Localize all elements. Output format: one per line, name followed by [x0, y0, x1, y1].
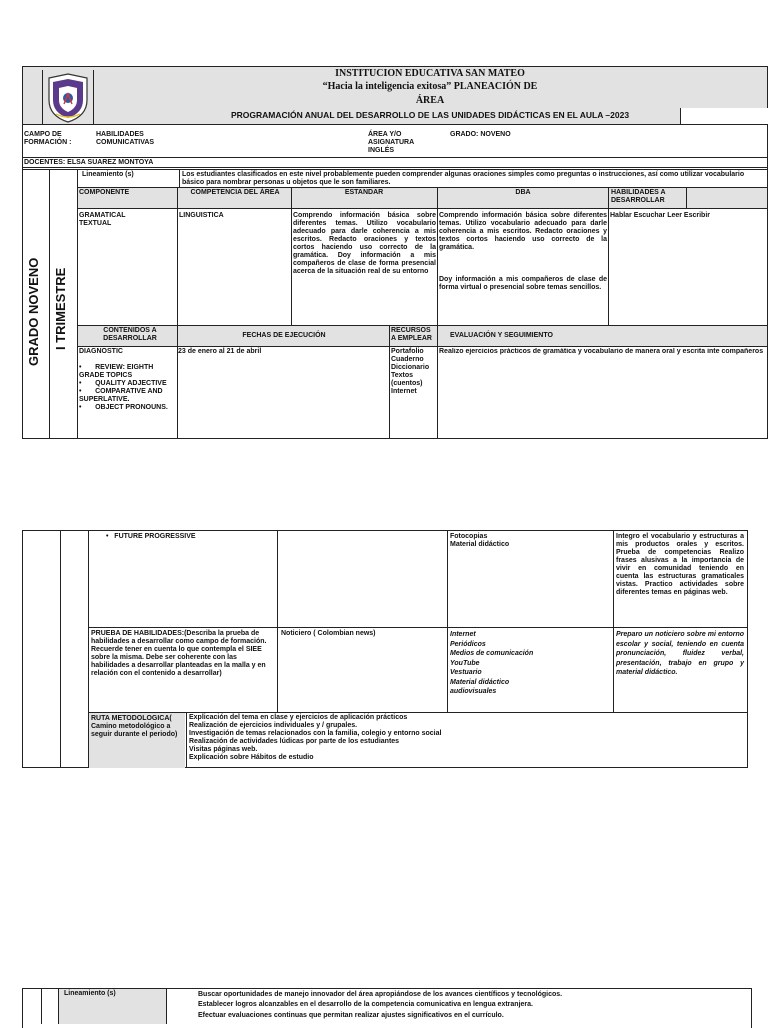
ruta-item: Realización de ejercicios individuales y / grupales. — [189, 722, 358, 729]
estandar-value: Comprendo información básica sobre diferentes temas. Utilizo vocabulario adecuado para darle coherencia a mis escritos. Redacto oraciones y textos cortos haciendo uso correcto de la gramática. Doy información a mis compañeros de clase de forma presencial acerca de la situación real de su entorno — [293, 212, 436, 275]
evaluacion-1-value: Integro el vocabulario y estructuras a mis productos orales y escritos. Prueba de competencias Realizo frases alusivas a la importancia de vivir en comunidad teniendo en cuenta las estructuras gramaticales vistas. Practico actividades sobre diferentes temas en páginas web. — [616, 533, 744, 596]
ruta-item: Explicación del tema en clase y ejercicios de aplicación prácticos — [189, 714, 408, 721]
competencia-value: LINGUISTICA — [179, 212, 224, 219]
school-logo — [42, 70, 94, 124]
campo-value: HABILIDADES COMUNICATIVAS — [96, 131, 155, 146]
area-word: ÁREA — [415, 95, 445, 106]
ruta-item: Investigación de temas relacionados con la familia, colegio y entorno social — [189, 730, 442, 737]
dba-value-1: Comprendo información básica sobre diferentes temas. Utilizo vocabulario adecuado para darle coherencia a mis escritos. Redacto oraciones y textos cortos haciendo uso correcto de la gramática. — [439, 212, 607, 251]
recurso-item: Material didáctico — [450, 541, 510, 548]
recurso-item: Textos (cuentos) — [391, 372, 423, 387]
school-motto: “Hacia la inteligencia exitosa” PLANEACIÓN DE — [322, 81, 538, 92]
contenidos-item: • QUALITY ADJECTIVE — [79, 380, 167, 387]
grade-vertical-label: GRADO NOVENO — [26, 257, 41, 366]
header-recursos: RECURSOS A EMPLEAR — [391, 327, 432, 342]
term-vertical-label: I TRIMESTRE — [53, 267, 68, 350]
prueba-habilidades-text: PRUEBA DE HABILIDADES:(Describa la prueba de habilidades a desarrollar como campo de formación. Recuerde tener en cuenta lo que contempla el SIEE sobre la misma. Debe ser coherente con las habilidades a desarrollar planteadas en la malla y en relación con el contenido a desarrollar) — [91, 630, 267, 677]
recurso-item: Material didáctico — [450, 678, 510, 686]
header-competencia: COMPETENCIA DEL ÁREA — [190, 189, 280, 196]
page3-lines — [198, 990, 748, 1021]
contenidos-item: • OBJECT PRONOUNS. — [79, 404, 168, 411]
future-progressive-item: • FUTURE PROGRESSIVE — [106, 533, 196, 540]
contenidos-item: • REVIEW: EIGHTH GRADE TOPICS — [79, 364, 154, 379]
header-dba: DBA — [515, 189, 531, 196]
ruta-item: Visitas páginas web. — [189, 746, 258, 753]
recurso-item: Fotocopias — [450, 533, 488, 540]
evaluacion-value: Realizo ejercicios prácticos de gramática y vocabulario de manera oral y escrita inte compañeros — [439, 348, 764, 355]
header-contenidos: CONTENIDOS A DESARROLLAR — [103, 327, 157, 342]
header-estandar: ESTANDAR — [344, 189, 384, 196]
componente-value: GRAMATICAL TEXTUAL — [79, 212, 126, 227]
recurso-item: Periódicos — [450, 640, 486, 648]
recurso-item: Portafolio — [391, 348, 424, 355]
recurso-item: Internet — [391, 388, 417, 395]
contenidos-item: • COMPARATIVE AND SUPERLATIVE. — [79, 388, 163, 403]
fechas-value: 23 de enero al 21 de abril — [178, 348, 262, 355]
lineamiento-label: Lineamiento (s) — [82, 171, 134, 178]
grado-label: GRADO: NOVENO — [450, 131, 511, 138]
recursos-2-cell — [450, 630, 550, 697]
page3-line: Buscar oportunidades de manejo innovador del área apropiándose de los avances científicos y tecnológicos. — [198, 991, 563, 998]
lineamiento-text: Los estudiantes clasificados en este nivel probablemente pueden comprender algunas oraciones simples como preguntas o instrucciones, así como utilizar vocabulario básico para nombrar personas u objetos que le son familiares. — [182, 171, 745, 186]
dba-value-2: Doy información a mis compañeros de clase de forma virtual o presencial sobre temas sencillos. — [439, 276, 607, 291]
recursos-1-cell — [450, 533, 610, 549]
header-componente: COMPONENTE — [79, 189, 130, 196]
recurso-item: audiovisuales — [450, 688, 497, 695]
ruta-items — [189, 714, 744, 762]
header-evaluacion: EVALUACIÓN Y SEGUIMIENTO — [450, 332, 553, 339]
page3-line: Efectuar evaluaciones continuas que permitan realizar ajustes significativos en el currículo. — [198, 1012, 504, 1019]
ruta-item: Explicación sobre Hábitos de estudio — [189, 754, 314, 761]
docentes-label: DOCENTES: ELSA SUAREZ MONTOYA — [24, 159, 154, 166]
noticiero-value: Noticiero ( Colombian news) — [281, 630, 376, 637]
header-habilidades: HABILIDADES A DESARROLLAR — [611, 189, 666, 204]
contenidos-title: DIAGNOSTIC — [79, 348, 123, 355]
habilidades-value: Hablar Escuchar Leer Escribir — [610, 212, 710, 219]
recurso-item: Cuaderno — [391, 356, 424, 363]
ruta-label: RUTA METODOLOGICA( Camino metodológico a seguir durante el periodo) — [91, 715, 178, 738]
page3-line: Establecer logros alcanzables en el desarrollo de la competencia comunicativa en lengua extranjera. — [198, 1000, 533, 1008]
recurso-item: Medios de comunicación YouTube — [450, 650, 534, 667]
program-title: PROGRAMACIÓN ANUAL DEL DESARROLLO DE LAS UNIDADES DIDÁCTICAS EN EL AULA –2023 — [230, 110, 630, 120]
recurso-item: Vestuario — [450, 669, 482, 676]
school-name: INSTITUCION EDUCATIVA SAN MATEO — [335, 68, 525, 79]
recurso-item: Diccionario — [391, 364, 430, 371]
contenidos-cell — [79, 348, 176, 412]
campo-label: CAMPO DE FORMACIÓN : — [24, 131, 72, 146]
header-fechas: FECHAS DE EJECUCIÓN — [242, 332, 326, 339]
recursos-cell — [391, 348, 436, 396]
ruta-item: Realización de actividades lúdicas por parte de los estudiantes — [189, 738, 400, 745]
evaluacion-2-value: Preparo un noticiero sobre mi entorno escolar y social, teniendo en cuenta pronunciación, fluidez verbal, presentación, trabajo en grupo y material didáctico. — [616, 631, 744, 676]
recurso-item: Internet — [450, 631, 476, 638]
page3-lineamiento-label: Lineamiento (s) — [64, 990, 116, 997]
area-label: ÁREA Y/O ASIGNATURA INGLÉS — [368, 131, 414, 154]
header-right-box — [680, 108, 768, 124]
